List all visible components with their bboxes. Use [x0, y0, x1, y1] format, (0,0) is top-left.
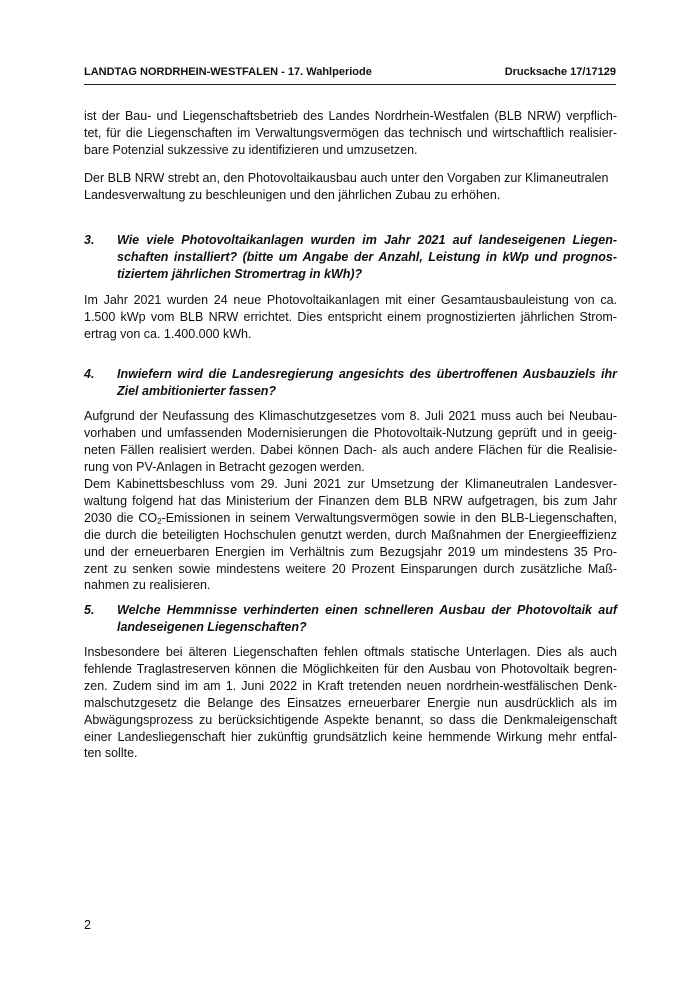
- text-line: Dem Kabinettsbeschluss vom 29. Juni 2021 zur Umsetzung der Klimaneutralen Landesver-: [84, 477, 617, 491]
- text-line: fehlende Traglastreserven können die Möglichkeiten für den Ausbau von Photovoltaik begren-: [84, 661, 617, 676]
- text-line: ist der Bau- und Liegenschaftsbetrieb des Landes Nordrhein-Westfalen (BLB NRW) verpflich-: [84, 109, 617, 123]
- question-line: Inwiefern wird die Landesregierung angesichts des übertroffenen Ausbauziels ihr: [117, 367, 617, 381]
- question-3: [84, 232, 617, 283]
- text-line: malschutzgesetz die Belange des Einsatzes erneuerbarer Energie nun ausdrücklich als im: [84, 695, 617, 710]
- text-fragment: 2030 die CO: [84, 510, 158, 525]
- text-line: tet, für die Liegenschaften im Verwaltungsvermögen das technisch und wirtschaftlich realisier-: [84, 125, 617, 140]
- question-line: tiziertem jährlichen Stromertrag in kWh)?: [117, 266, 363, 281]
- text-line: 1.500 kWp vom BLB NRW errichtet. Dies entspricht einem prognostizierten jährlichen Strom-: [84, 309, 617, 324]
- page-number: 2: [84, 918, 91, 932]
- answer-5: [84, 644, 617, 762]
- text-line: ten sollte.: [84, 746, 138, 761]
- text-line: rung von PV-Anlagen in Betracht gezogen werden.: [84, 459, 365, 474]
- subscript-2: 2: [157, 516, 162, 526]
- question-5: [84, 602, 617, 636]
- text-line: vorhaben und umfassenden Modernisierungen die Photovoltaik-Nutzung geprüft und in geeig-: [84, 425, 617, 440]
- document-number: Drucksache 17/17129: [504, 66, 616, 78]
- answer-3: [84, 292, 617, 343]
- answer-4-part-1: [84, 408, 617, 476]
- question-line: Welche Hemmnisse verhinderten einen schnelleren Ausbau der Photovoltaik auf: [117, 603, 617, 617]
- text-line: die durch die beteiligten Hochschulen genutzt werden, durch Maßnahmen der Energieeffizienz: [84, 527, 617, 542]
- text-line: Landesverwaltung zu beschleunigen und den jährlichen Zubau zu erhöhen.: [84, 187, 501, 202]
- text-line: waltung folgend hat das Ministerium der Finanzen dem BLB NRW aufgetragen, bis zum Jahr: [84, 493, 617, 508]
- text-line: zent zu senken sowie mindestens weitere 20 Prozent Einsparungen durch zusätzliche Maß-: [84, 561, 617, 576]
- text-line: neten Fällen realisiert werden. Dabei können Dach- als auch andere Flächen für die Realisie-: [84, 442, 617, 457]
- text-line: bare Potenzial sukzessive zu identifizieren und umzusetzen.: [84, 142, 418, 157]
- text-line: Der BLB NRW strebt an, den Photovoltaikausbau auch unter den Vorgaben zur Klimaneutralen: [84, 171, 609, 185]
- paragraph-blb-goal: [84, 170, 617, 204]
- question-4: [84, 366, 617, 400]
- text-line: Insbesondere bei älteren Liegenschaften fehlen oftmals statische Unterlagen. Dies als auch: [84, 645, 617, 659]
- text-line: Aufgrund der Neufassung des Klimaschutzgesetzes vom 8. Juli 2021 muss auch bei Neubau-: [84, 409, 617, 423]
- text-line: Abwägungsprozess zu berücksichtigende Aspekte benannt, so dass die Denkmaleigenschaft: [84, 712, 617, 727]
- header-divider: [84, 84, 616, 85]
- text-line: einer Landesliegenschaft hier zukünftig grundsätzlich keine hemmende Wirkung mehr entfal-: [84, 729, 617, 744]
- text-line-co2: [84, 510, 617, 527]
- text-line: und der erneuerbaren Energien im Verhältnis zum Bezugsjahr 2019 um mindestens 35 Pro-: [84, 544, 617, 559]
- question-number: 5.: [84, 603, 95, 617]
- header-title: LANDTAG NORDRHEIN-WESTFALEN - 17. Wahlperiode: [84, 66, 372, 78]
- question-line: schaften installiert? (bitte um Angabe der Anzahl, Leistung in kWp und prognos-: [117, 249, 617, 264]
- paragraph-blb-obligation: [84, 108, 617, 159]
- question-number: 3.: [84, 233, 95, 247]
- text-line: zen. Zudem sind im am 1. Juni 2022 in Kraft tretenden neuen nordrhein-westfälischen Denk-: [84, 678, 617, 693]
- page-header: [84, 66, 616, 78]
- question-number: 4.: [84, 367, 95, 381]
- text-line: ertrag von ca. 1.400.000 kWh.: [84, 326, 252, 341]
- text-line: Im Jahr 2021 wurden 24 neue Photovoltaikanlagen mit einer Gesamtausbauleistung von ca.: [84, 293, 617, 307]
- answer-4-part-2: [84, 476, 617, 594]
- text-fragment: -Emissionen in seinem Verwaltungsvermögen sowie in den BLB-Liegenschaften,: [161, 510, 618, 525]
- question-line: landeseigenen Liegenschaften?: [117, 619, 307, 634]
- question-line: Wie viele Photovoltaikanlagen wurden im Jahr 2021 auf landeseigenen Liegen-: [117, 233, 617, 247]
- text-line: nahmen zu realisieren.: [84, 578, 211, 593]
- question-line: Ziel ambitionierter fassen?: [117, 383, 277, 398]
